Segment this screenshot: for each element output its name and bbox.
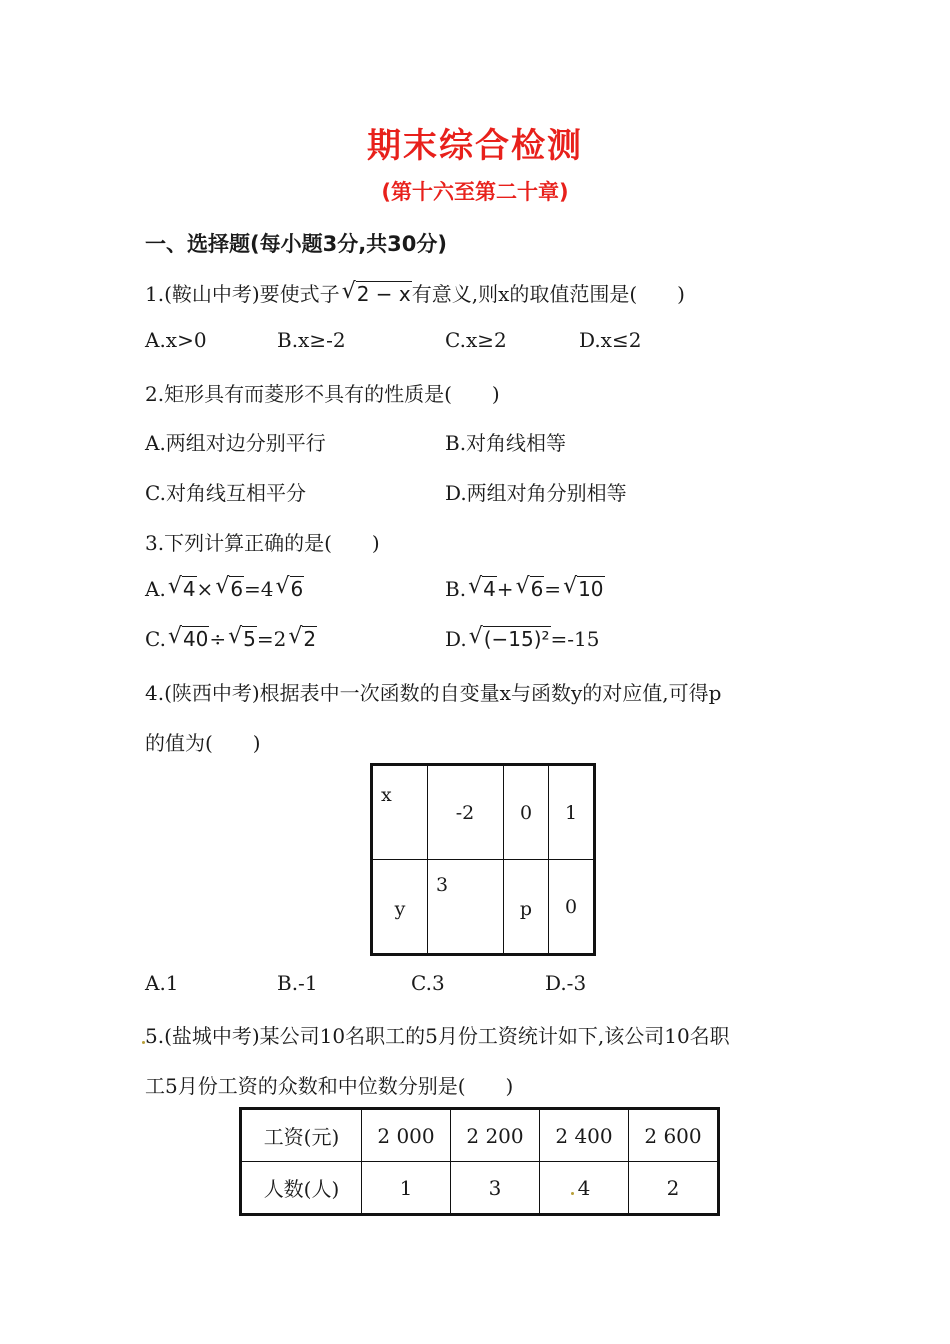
q4-option-d: D.-3 bbox=[545, 971, 587, 995]
q4-option-b: B.-1 bbox=[277, 971, 318, 995]
table-cell: 人数(人) bbox=[241, 1162, 362, 1215]
table-cell: 1 bbox=[362, 1162, 451, 1215]
table-cell: 4 bbox=[540, 1162, 629, 1215]
table-cell: 2 200 bbox=[451, 1109, 540, 1162]
question-1-text-before: 1.(鞍山中考)要使式子 bbox=[145, 282, 340, 306]
table-cell: y bbox=[372, 860, 428, 955]
page-subtitle: (第十六至第二十章) bbox=[381, 180, 569, 204]
q3-option-c: C.√ 40÷√ 5=2√ 2 bbox=[145, 627, 317, 651]
question-5-line-1: 5.(盐城中考)某公司10名职工的5月份工资统计如下,该公司10名职 bbox=[145, 1024, 730, 1048]
table-cell: 2 600 bbox=[629, 1109, 719, 1162]
q2-option-a: A.两组对边分别平行 bbox=[145, 431, 326, 455]
question-4-line-1: 4.(陕西中考)根据表中一次函数的自变量x与函数y的对应值,可得p bbox=[145, 681, 722, 705]
table-cell: 工资(元) bbox=[241, 1109, 362, 1162]
stray-mark bbox=[571, 1192, 574, 1195]
q4-option-c: C.3 bbox=[411, 971, 445, 995]
table-cell: 2 000 bbox=[362, 1109, 451, 1162]
table-cell: 2 400 bbox=[540, 1109, 629, 1162]
salary-table bbox=[239, 1107, 720, 1216]
table-cell: 3 bbox=[428, 860, 504, 955]
question-5-line-2: 工5月份工资的众数和中位数分别是( ) bbox=[145, 1074, 514, 1098]
q1-option-a: A.x>0 bbox=[145, 328, 207, 352]
q1-option-d: D.x≤2 bbox=[579, 328, 642, 352]
table-cell: 3 bbox=[451, 1162, 540, 1215]
table-cell: x bbox=[372, 765, 428, 860]
table-cell: 0 bbox=[504, 765, 549, 860]
question-3: 3.下列计算正确的是( ) bbox=[145, 531, 380, 555]
table-cell: 2 bbox=[629, 1162, 719, 1215]
sqrt-expression: √ 2 − x bbox=[342, 282, 412, 306]
q2-option-d: D.两组对角分别相等 bbox=[445, 481, 627, 505]
question-1-text-after: 有意义,则x的取值范围是( ) bbox=[411, 282, 685, 306]
question-1 bbox=[145, 278, 685, 307]
section-heading: 一、选择题(每小题3分,共30分) bbox=[145, 232, 448, 256]
table-cell: 0 bbox=[549, 860, 595, 955]
q2-option-b: B.对角线相等 bbox=[445, 431, 567, 455]
q1-option-b: B.x≥-2 bbox=[277, 328, 346, 352]
xy-value-table bbox=[370, 763, 596, 956]
q4-option-a: A.1 bbox=[145, 971, 179, 995]
table-cell: 1 bbox=[549, 765, 595, 860]
q1-option-c: C.x≥2 bbox=[445, 328, 507, 352]
q3-option-d: D.√ (−15)²=-15 bbox=[445, 627, 600, 651]
q3-option-b: B.√ 4+√ 6=√ 10 bbox=[445, 577, 605, 601]
table-cell: -2 bbox=[428, 765, 504, 860]
table-cell: p bbox=[504, 860, 549, 955]
question-2: 2.矩形具有而菱形不具有的性质是( ) bbox=[145, 382, 500, 406]
question-4-line-2: 的值为( ) bbox=[145, 731, 261, 755]
page-title: 期末综合检测 bbox=[367, 126, 583, 166]
q2-option-c: C.对角线互相平分 bbox=[145, 481, 306, 505]
q3-option-a: A.√ 4×√ 6=4√ 6 bbox=[145, 577, 304, 601]
